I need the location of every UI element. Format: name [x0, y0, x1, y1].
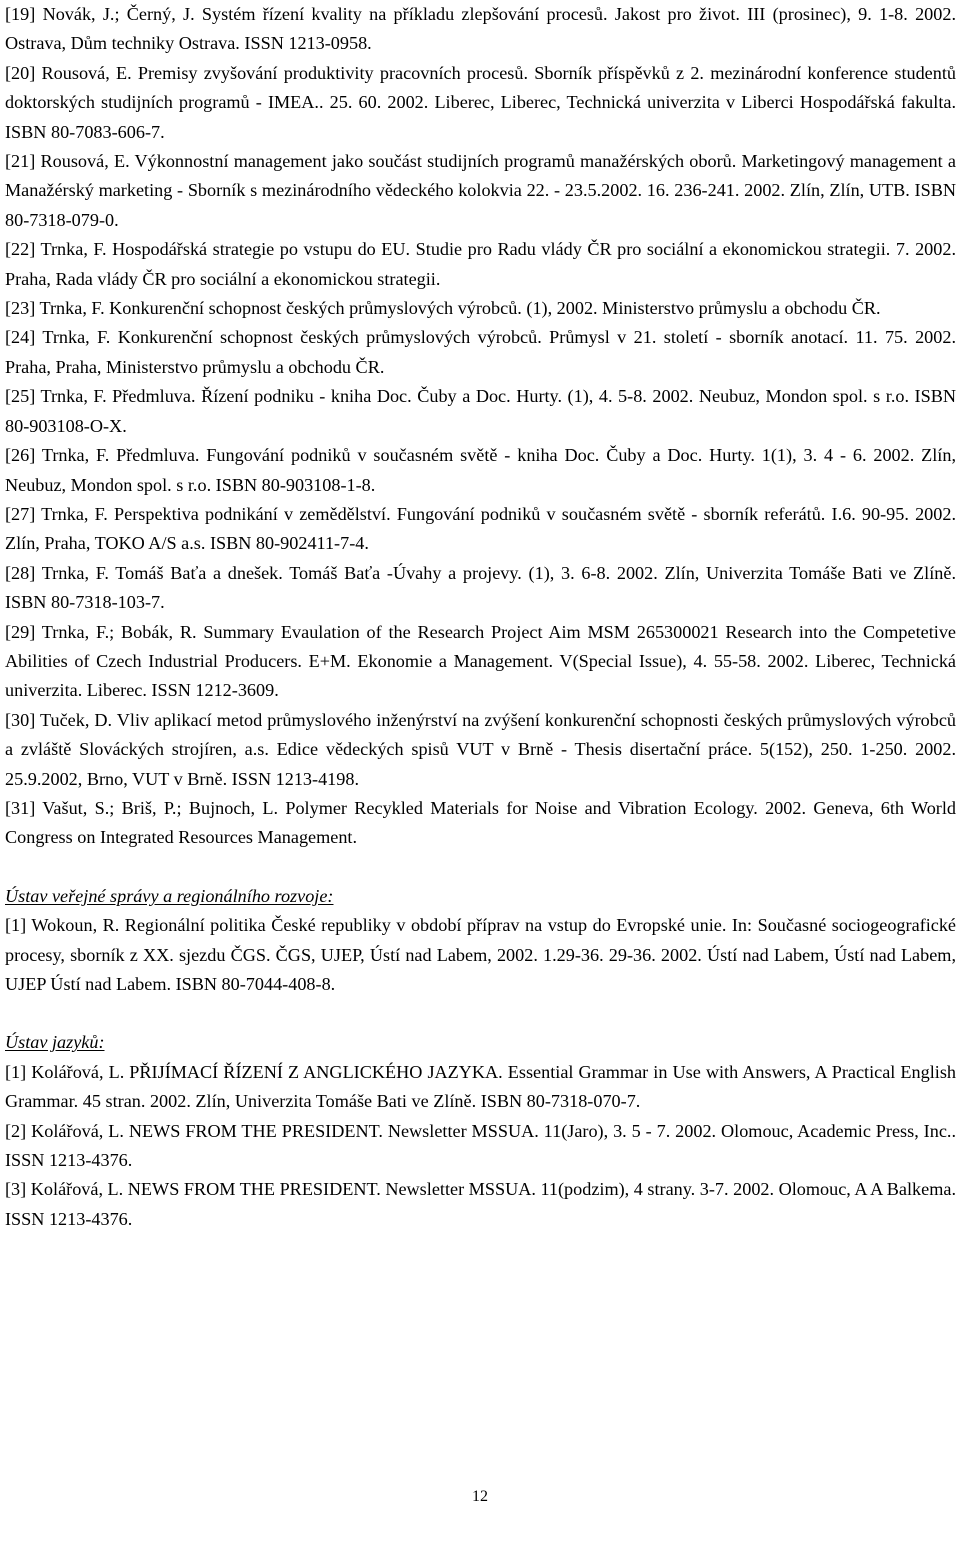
- reference-number: [21]: [5, 151, 36, 172]
- reference-number: [24]: [5, 327, 36, 348]
- reference-item: [5, 500, 956, 559]
- reference-text: Trnka, F. Hospodářská strategie po vstupu do EU. Studie pro Radu vlády ČR pro sociální a ekonomickou strategii. 7. 2002. Praha, Rada vlády ČR pro sociální a ekonomickou strategii.: [5, 239, 956, 289]
- reference-text: Wokoun, R. Regionální politika České republiky v období příprav na vstup do Evropské unie. In: Současné sociogeografické procesy, sborník z XX. sjezdu ČGS. ČGS, UJEP, Ústí nad Labem, 2002. 1.29-36. 29-36. 2002. Ústí nad Labem, Ústí nad Labem, UJEP Ústí nad Labem. ISBN 80-7044-408-8.: [5, 915, 956, 994]
- reference-text: Vašut, S.; Briš, P.; Bujnoch, L. Polymer Recykled Materials for Noise and Vibration Ecology. 2002. Geneva, 6th World Congress on Integrated Resources Management.: [5, 797, 956, 848]
- reference-item: [5, 559, 956, 618]
- reference-text: Rousová, E. Premisy zvyšování produktivity pracovních procesů. Sborník příspěvků z 2. mezinárodní konference studentů doktorských studijních programů - IMEA.. 25. 60. 2002. Liberec, Liberec, Technická univerzita v Liberci Hospodářská fakulta. ISBN 80-7083-606-7.: [5, 62, 956, 142]
- section-languages: [5, 1028, 956, 1234]
- reference-item: [5, 1175, 956, 1234]
- reference-item: [5, 794, 956, 853]
- reference-text: Rousová, E. Výkonnostní management jako součást studijních programů manažérských oborů. Marketingový management a Manažérský marketing - Sborník s mezinárodního vědeckého kolokvia 22. - 23.5.2002. 16. 236-241. 2002. Zlín, Zlín, UTB. ISBN 80-7318-079-0.: [5, 151, 956, 230]
- reference-item: [5, 147, 956, 235]
- reference-text: Trnka, F. Předmluva. Fungování podniků v současném světě - kniha Doc. Čuby a Doc. Hurty. 1(1), 3. 4 - 6. 2002. Zlín, Neubuz, Mondon spol. s r.o. ISBN 80-903108-1-8.: [5, 445, 956, 495]
- reference-number: [28]: [5, 562, 36, 583]
- reference-number: [19]: [5, 4, 36, 24]
- reference-text: Kolářová, L. NEWS FROM THE PRESIDENT. Newsletter MSSUA. 11(Jaro), 3. 5 - 7. 2002. Olomouc, Academic Press, Inc.. ISSN 1213-4376.: [5, 1120, 956, 1171]
- reference-item: [5, 441, 956, 500]
- reference-item: [5, 1058, 956, 1117]
- reference-number: [27]: [5, 503, 36, 524]
- reference-item: [5, 0, 956, 59]
- reference-number: [30]: [5, 709, 36, 730]
- section-public-administration: [5, 882, 956, 1000]
- reference-number: [26]: [5, 445, 36, 466]
- section-heading: Ústav veřejné správy a regionálního rozvoje:: [5, 885, 334, 906]
- reference-text: Trnka, F. Konkurenční schopnost českých průmyslových výrobců. (1), 2002. Ministerstvo průmyslu a obchodu ČR.: [35, 298, 881, 319]
- reference-item: [5, 618, 956, 706]
- reference-item: [5, 323, 956, 382]
- reference-text: Novák, J.; Černý, J. Systém řízení kvality na příkladu zlepšování procesů. Jakost pro život. III (prosinec), 9. 1-8. 2002. Ostrava, Dům techniky Ostrava. ISSN 1213-0958.: [5, 4, 956, 54]
- document-page: [5, 0, 956, 1234]
- reference-item: [5, 706, 956, 794]
- reference-number: [23]: [5, 298, 36, 319]
- reference-text: Trnka, F. Perspektiva podnikání v zemědělství. Fungování podniků v současném světě - sborník referátů. I.6. 90-95. 2002. Zlín, Praha, TOKO A/S a.s. ISBN 80-902411-7-4.: [5, 503, 956, 554]
- reference-text: Trnka, F.; Bobák, R. Summary Evaulation of the Research Project Aim MSM 265300021 Research into the Competetive Abilities of Czech Industrial Producers. E+M. Ekonomie a Management. V(Special Issue), 4. 55-58. 2002. Liberec, Technická univerzita. Liberec. ISSN 1212-3609.: [5, 621, 956, 701]
- reference-number: [25]: [5, 386, 36, 407]
- reference-item: [5, 294, 956, 323]
- reference-number: [3]: [5, 1179, 27, 1200]
- reference-number: [1]: [5, 1061, 27, 1082]
- reference-text: Trnka, F. Tomáš Baťa a dnešek. Tomáš Baťa -Úvahy a projevy. (1), 3. 6-8. 2002. Zlín, Univerzita Tomáše Bati ve Zlíně. ISBN 80-7318-103-7.: [5, 562, 956, 613]
- reference-item: [5, 911, 956, 999]
- reference-number: [31]: [5, 797, 36, 818]
- reference-number: [29]: [5, 621, 36, 642]
- reference-text: Trnka, F. Předmluva. Řízení podniku - kniha Doc. Čuby a Doc. Hurty. (1), 4. 5-8. 2002. Neubuz, Mondon spol. s r.o. ISBN 80-903108-O-X.: [5, 386, 956, 436]
- reference-number: [1]: [5, 915, 27, 936]
- reference-item: [5, 1117, 956, 1176]
- reference-item: [5, 235, 956, 294]
- reference-text: Kolářová, L. PŘIJÍMACÍ ŘÍZENÍ Z ANGLICKÉHO JAZYKA. Essential Grammar in Use with Answers, A Practical English Grammar. 45 stran. 2002. Zlín, Univerzita Tomáše Bati ve Zlíně. ISBN 80-7318-070-7.: [5, 1061, 956, 1112]
- reference-text: Trnka, F. Konkurenční schopnost českých průmyslových výrobců. Průmysl v 21. století - sborník anotací. 11. 75. 2002. Praha, Praha, Ministerstvo průmyslu a obchodu ČR.: [5, 327, 956, 377]
- reference-text: Kolářová, L. NEWS FROM THE PRESIDENT. Newsletter MSSUA. 11(podzim), 4 strany. 3-7. 2002. Olomouc, A A Balkema. ISSN 1213-4376.: [5, 1179, 956, 1229]
- section-heading: Ústav jazyků:: [5, 1032, 105, 1053]
- reference-number: [20]: [5, 62, 36, 83]
- reference-number: [2]: [5, 1120, 27, 1141]
- reference-item: [5, 382, 956, 441]
- reference-list-main: [5, 0, 956, 853]
- reference-text: Tuček, D. Vliv aplikací metod průmyslového inženýrství na zvýšení konkurenční schopnosti českých průmyslových výrobců a zvláště Slováckých strojíren, a.s. Edice vědeckých spisů VUT v Brně - Thesis disertační práce. 5(152), 250. 1-250. 2002. 25.9.2002, Brno, VUT v Brně. ISSN 1213-4198.: [5, 709, 956, 789]
- reference-number: [22]: [5, 239, 36, 260]
- reference-item: [5, 59, 956, 147]
- page-number: 12: [472, 1488, 488, 1505]
